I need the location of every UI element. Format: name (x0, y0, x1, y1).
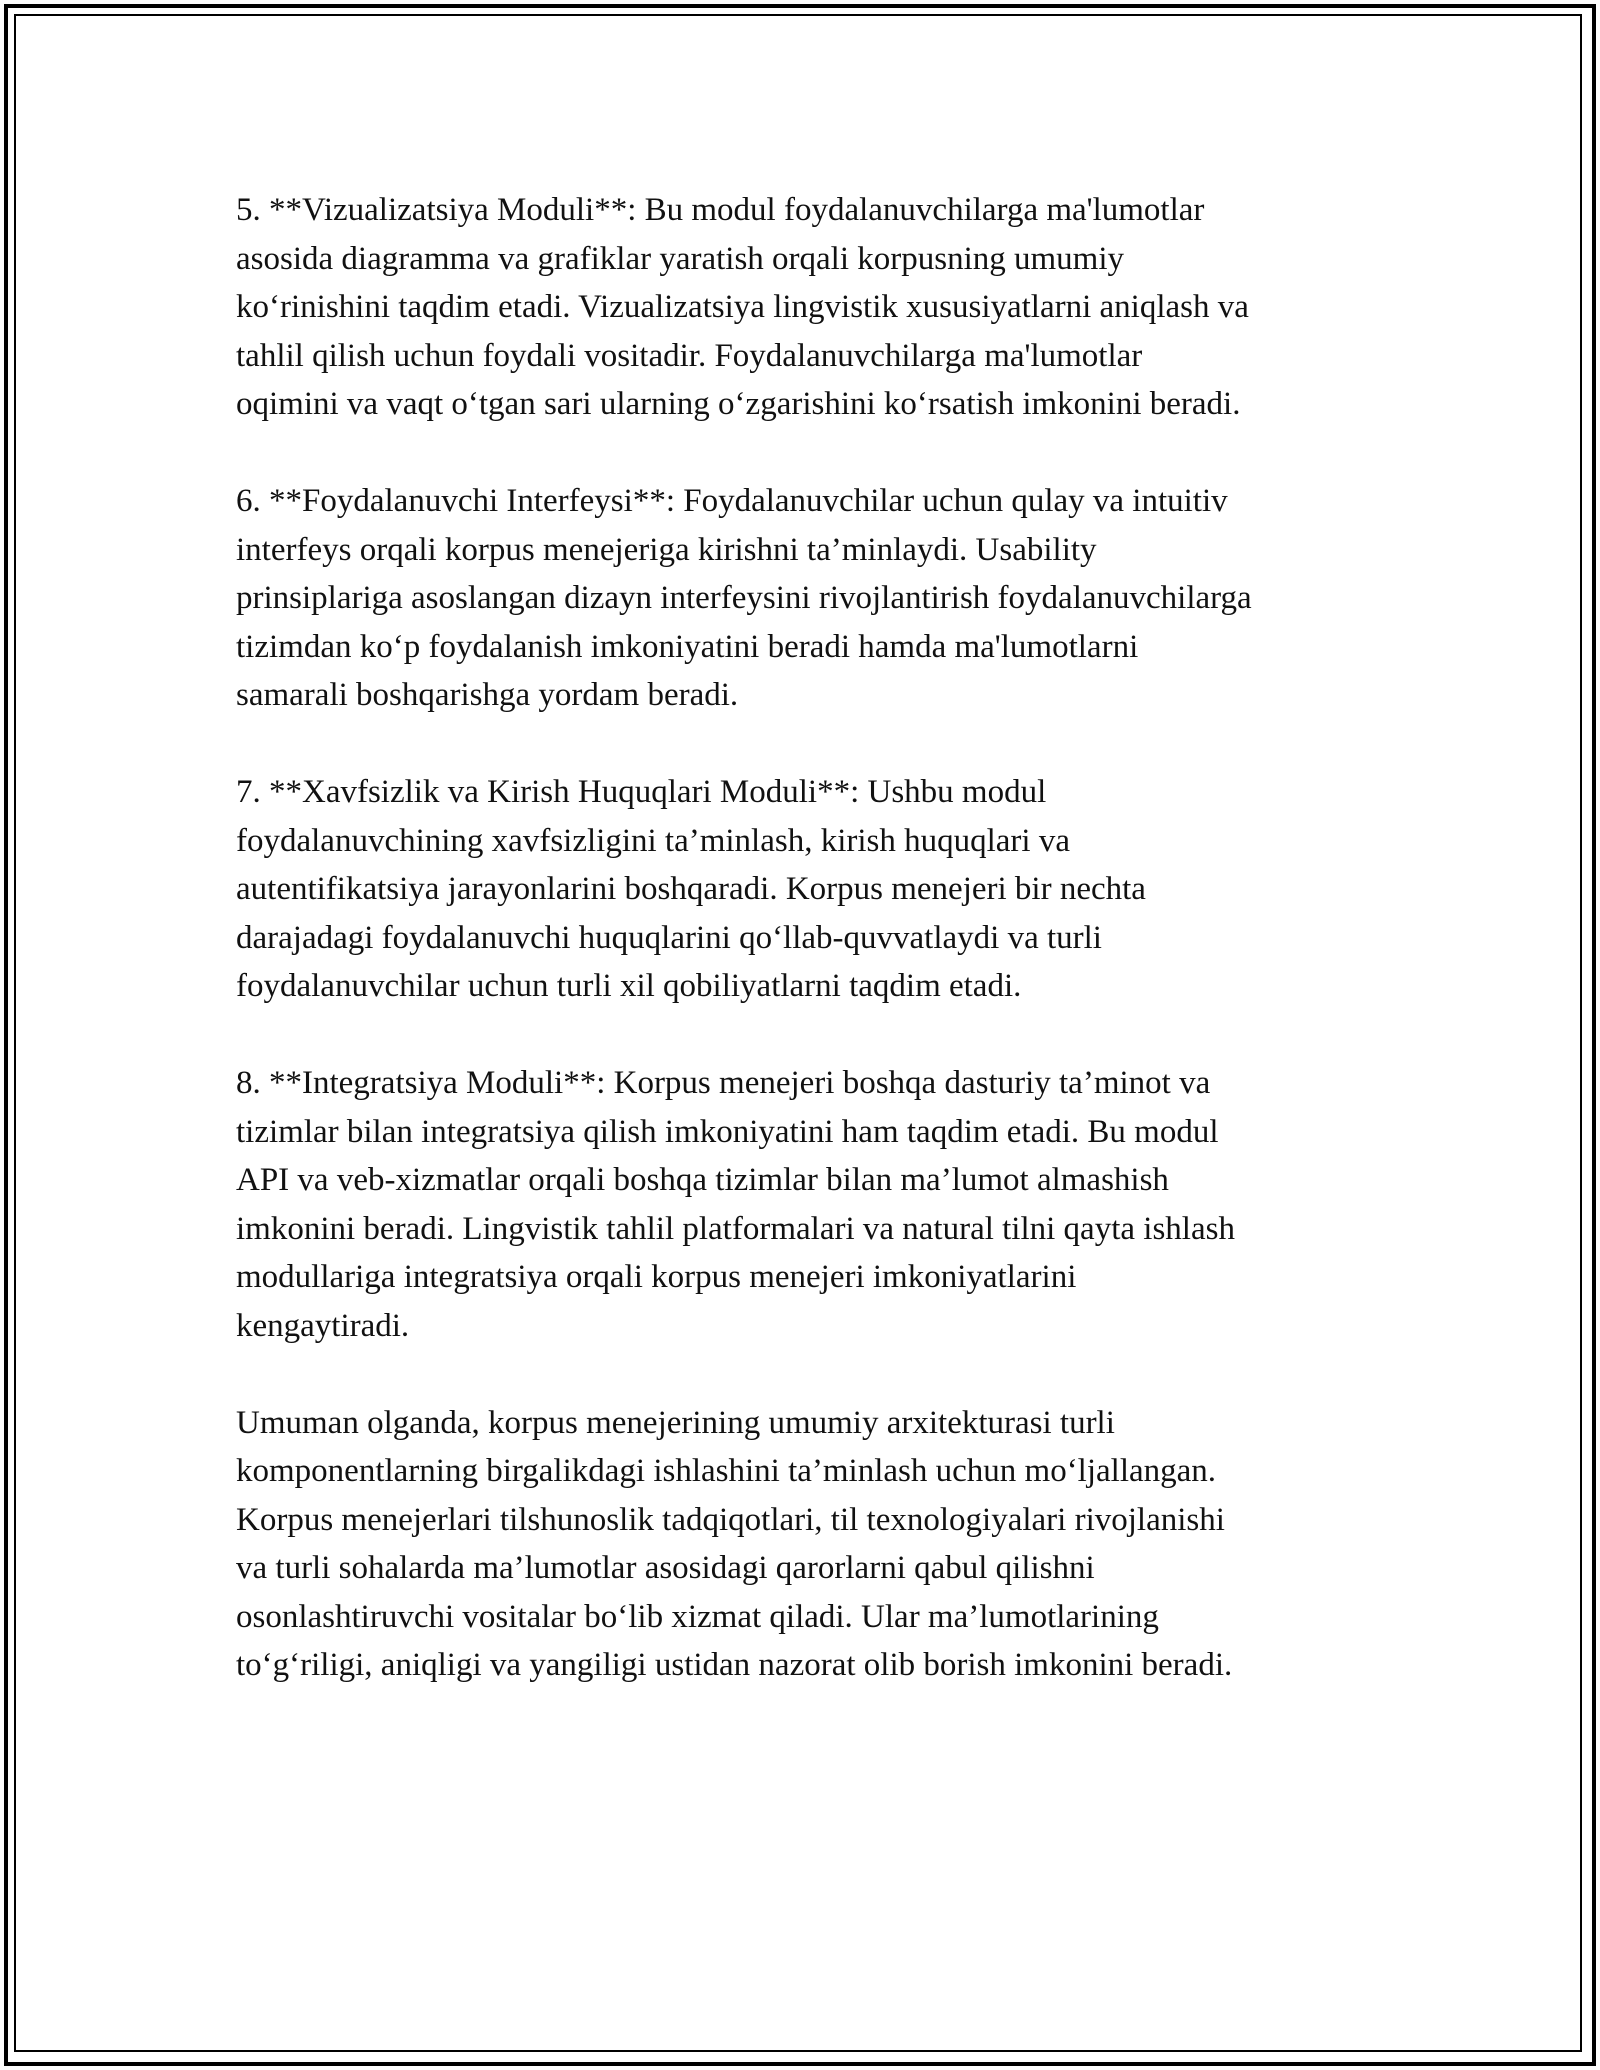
text-line: 7. **Xavfsizlik va Kirish Huquqlari Moduli**: Ushbu modul (236, 774, 1047, 810)
text-line: 6. **Foydalanuvchi Interfeysi**: Foydalanuvchilar uchun qulay va intuitiv (236, 483, 1228, 519)
text-line: darajadagi foydalanuvchi huquqlarini qo‘llab-quvvatlaydi va turli (236, 919, 1102, 956)
paragraph-integration-module (236, 1059, 1376, 1350)
text-line: foydalanuvchining xavfsizligini ta’minlash, kirish huquqlari va (236, 822, 1070, 859)
paragraph-user-interface (236, 477, 1376, 720)
text-line: API va veb-xizmatlar orqali boshqa tizimlar bilan ma’lumot almashish (236, 1162, 1169, 1198)
text-line: oqimini va vaqt o‘tgan sari ularning o‘zgarishini ko‘rsatish imkonini beradi. (236, 386, 1241, 422)
text-line: imkonini beradi. Lingvistik tahlil platformalari va natural tilni qayta ishlash (236, 1210, 1235, 1247)
text-line: interfeys orqali korpus menejeriga kirishni ta’minlaydi. Usability (236, 531, 1097, 568)
text-line: tahlil qilish uchun foydali vositadir. Foydalanuvchilarga ma'lumotlar (236, 337, 1143, 374)
document-body (236, 186, 1376, 1738)
text-line: asosida diagramma va grafiklar yaratish orqali korpusning umumiy (236, 240, 1125, 277)
text-line: Umuman olganda, korpus menejerining umumiy arxitekturasi turli (236, 1404, 1115, 1441)
paragraph-conclusion (236, 1399, 1376, 1690)
text-line: 8. **Integratsiya Moduli**: Korpus menejeri boshqa dasturiy ta’minot va (236, 1065, 1211, 1101)
paragraph-security-module (236, 768, 1376, 1011)
text-line: va turli sohalarda ma’lumotlar asosidagi qarorlarni qabul qilishni (236, 1550, 1095, 1586)
text-line: Korpus menejerlari tilshunoslik tadqiqotlari, til texnologiyalari rivojlanishi (236, 1501, 1225, 1538)
text-line: samarali boshqarishga yordam beradi. (236, 677, 739, 713)
text-line: to‘g‘riligi, aniqligi va yangiligi ustidan nazorat olib borish imkonini beradi. (236, 1647, 1233, 1683)
text-line: osonlashtiruvchi vositalar bo‘lib xizmat qiladi. Ular ma’lumotlarining (236, 1598, 1159, 1635)
text-line: 5. **Vizualizatsiya Moduli**: Bu modul foydalanuvchilarga ma'lumotlar (236, 192, 1205, 228)
text-line: modullariga integratsiya orqali korpus menejeri imkoniyatlarini (236, 1259, 1077, 1295)
text-line: ko‘rinishini taqdim etadi. Vizualizatsiya lingvistik xususiyatlarni aniqlash va (236, 289, 1249, 325)
text-line: prinsiplariga asoslangan dizayn interfeysini rivojlantirish foydalanuvchilarga (236, 580, 1252, 616)
text-line: tizimdan ko‘p foydalanish imkoniyatini beradi hamda ma'lumotlarni (236, 628, 1139, 665)
text-line: komponentlarning birgalikdagi ishlashini ta’minlash uchun mo‘ljallangan. (236, 1453, 1217, 1489)
text-line: foydalanuvchilar uchun turli xil qobiliyatlarni taqdim etadi. (236, 968, 1022, 1004)
text-line: tizimlar bilan integratsiya qilish imkoniyatini ham taqdim etadi. Bu modul (236, 1113, 1219, 1150)
text-line: autentifikatsiya jarayonlarini boshqaradi. Korpus menejeri bir nechta (236, 871, 1146, 907)
text-line: kengaytiradi. (236, 1307, 410, 1344)
paragraph-visualization-module (236, 186, 1376, 429)
